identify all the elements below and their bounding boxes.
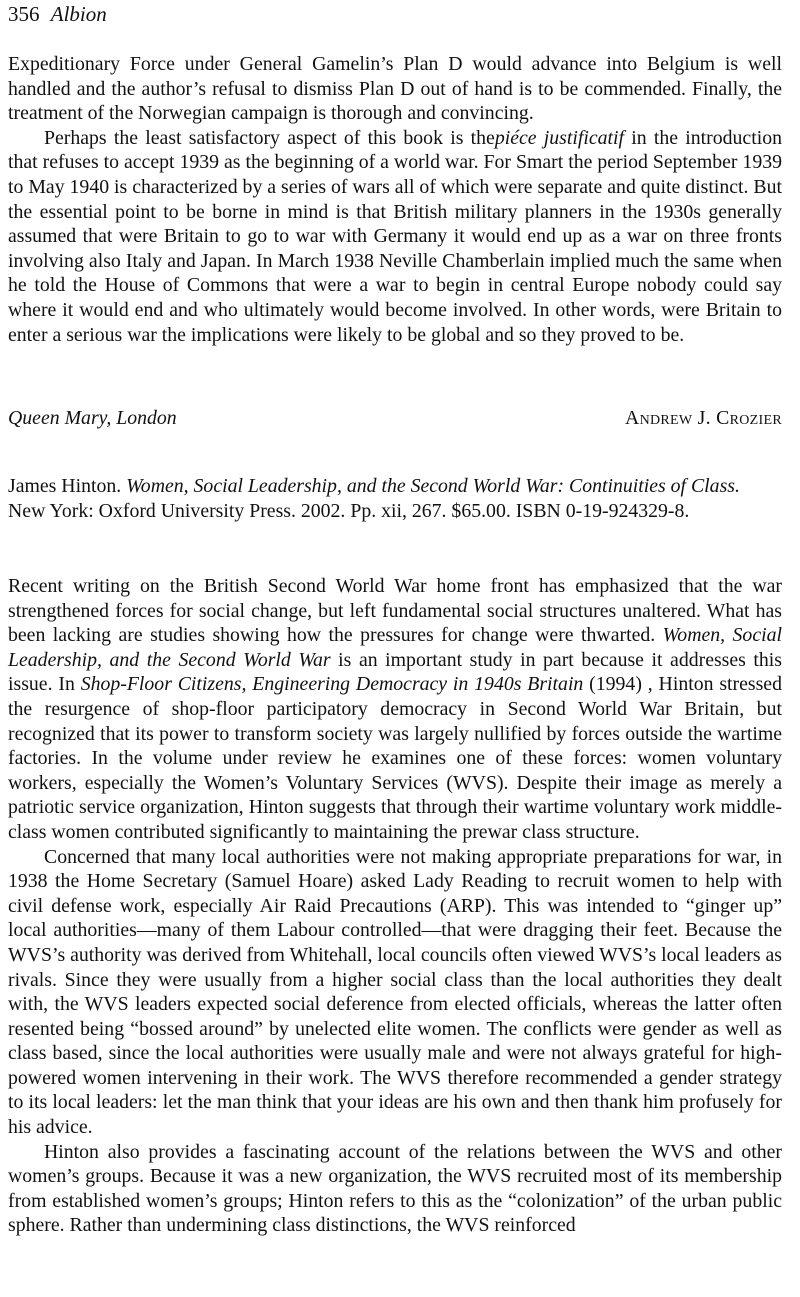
review2-p1-book-title: Women, Social Leadership, and the Second World War bbox=[8, 624, 782, 671]
page-number: 356 bbox=[8, 2, 40, 26]
review1-paragraph-1: Expeditionary Force under General Gamelin’s Plan D would advance into Belgium is well handled and the author’s refusal to dismiss Plan D out of hand is to be commended. Finally, the treatment of the Norwegian campaign is thorough and convincing. bbox=[8, 53, 782, 125]
running-head bbox=[8, 2, 107, 26]
review2-citation bbox=[8, 474, 782, 523]
citation-line bbox=[8, 474, 782, 499]
reviewer-affiliation: Queen Mary, London bbox=[8, 407, 177, 429]
journal-title: Albion bbox=[50, 2, 107, 26]
reviewer-name: Andrew J. Crozier bbox=[625, 407, 782, 429]
review2-p1-text-c: (1994) , Hinton stressed the resurgence of shop-floor participatory democracy in Second World War Britain, but recognized that its power to transform society was largely nullified by forces outside the wartime factories. In the volume under review he examines one of these forces: women voluntary workers, especially the Women’s Voluntary Services (WVS). Despite their image as merely a patriotic service organization, Hinton suggests that through their wartime voluntary work middle-class women contributed significantly to maintaining the prewar class structure. bbox=[8, 673, 782, 843]
publication-details: New York: Oxford University Press. 2002. Pp. xii, 267. $65.00. ISBN 0-19-924329-8. bbox=[8, 499, 690, 522]
review2-paragraph-2: Concerned that many local authorities were not making appropriate preparations for war, in 1938 the Home Secretary (Samuel Hoare) asked Lady Reading to recruit women to help with civil defense work, especially Air Raid Precautions (ARP). This was intended to “ginger up” local authorities—many of them Labour controlled—that were dragging their feet. Because the WVS’s authority was derived from Whitehall, local councils often viewed WVS’s local leaders as rivals. Since they were usually from a higher social class than the local authorities they dealt with, the WVS leaders expected social deference from elected officials, whereas the latter often resented being “bossed around” by unelected elite women. The conflicts were gender as well as class based, since the local authorities were usually male and were not always grateful for high-powered women intervening in their work. The WVS therefore recommended a gender strategy to its local leaders: let the man think that your ideas are his own and then thank him profusely for his advice. bbox=[8, 845, 782, 1139]
review2-paragraph-1 bbox=[8, 574, 782, 845]
review1-body bbox=[8, 52, 782, 347]
review2-p1-text-b: is an important study in part because it addresses this issue. In bbox=[8, 648, 782, 696]
review2-paragraph-3: Hinton also provides a fascinating account of the relations between the WVS and other women’s groups. Because it was a new organization, the WVS recruited most of its membership from established women’s groups; Hinton refers to this as the “colonization” of the urban public sphere. Rather than undermining class distinctions, the WVS reinforced bbox=[8, 1140, 782, 1237]
book-title: Women, Social Leadership, and the Second World War: Continuities of Class. bbox=[126, 475, 740, 497]
review1-paragraph-2 bbox=[8, 126, 782, 347]
review1-italic-term: piéce justificatif bbox=[494, 126, 625, 149]
review1-paragraph-2-start: Perhaps the least satisfactory aspect of this book is the bbox=[44, 126, 495, 149]
review2-p1-text-a: Recent writing on the British Second World War home front has emphasized that the war strengthened forces for social change, but left fundamental social structures unaltered. What has been lacking are studies showing how the pressures for change were thwarted. bbox=[8, 575, 782, 647]
review2-p1-earlier-book-title: Shop-Floor Citizens, Engineering Democracy in 1940s Britain bbox=[80, 673, 584, 696]
review1-paragraph-2-end: in the introduction that refuses to accept 1939 as the beginning of a world war. For Smart the period September 1939 to May 1940 is characterized by a series of wars all of which were separate and quite distinct. But the essential point to be borne in mind is that British military planners in the 1930s generally assumed that were Britain to go to war with Germany it would end up as a war on three fronts involving also Italy and Japan. In March 1938 Neville Chamberlain implied much the same when he told the House of Commons that were a war to begin in central Europe nobody could say where it would end and who ultimately would become involved. In other words, were Britain to enter a serious war the implications were likely to be global and so they proved to be. bbox=[8, 126, 782, 346]
review2-body bbox=[8, 574, 782, 1238]
review1-signature bbox=[8, 406, 782, 430]
book-author: James Hinton. bbox=[8, 475, 122, 497]
